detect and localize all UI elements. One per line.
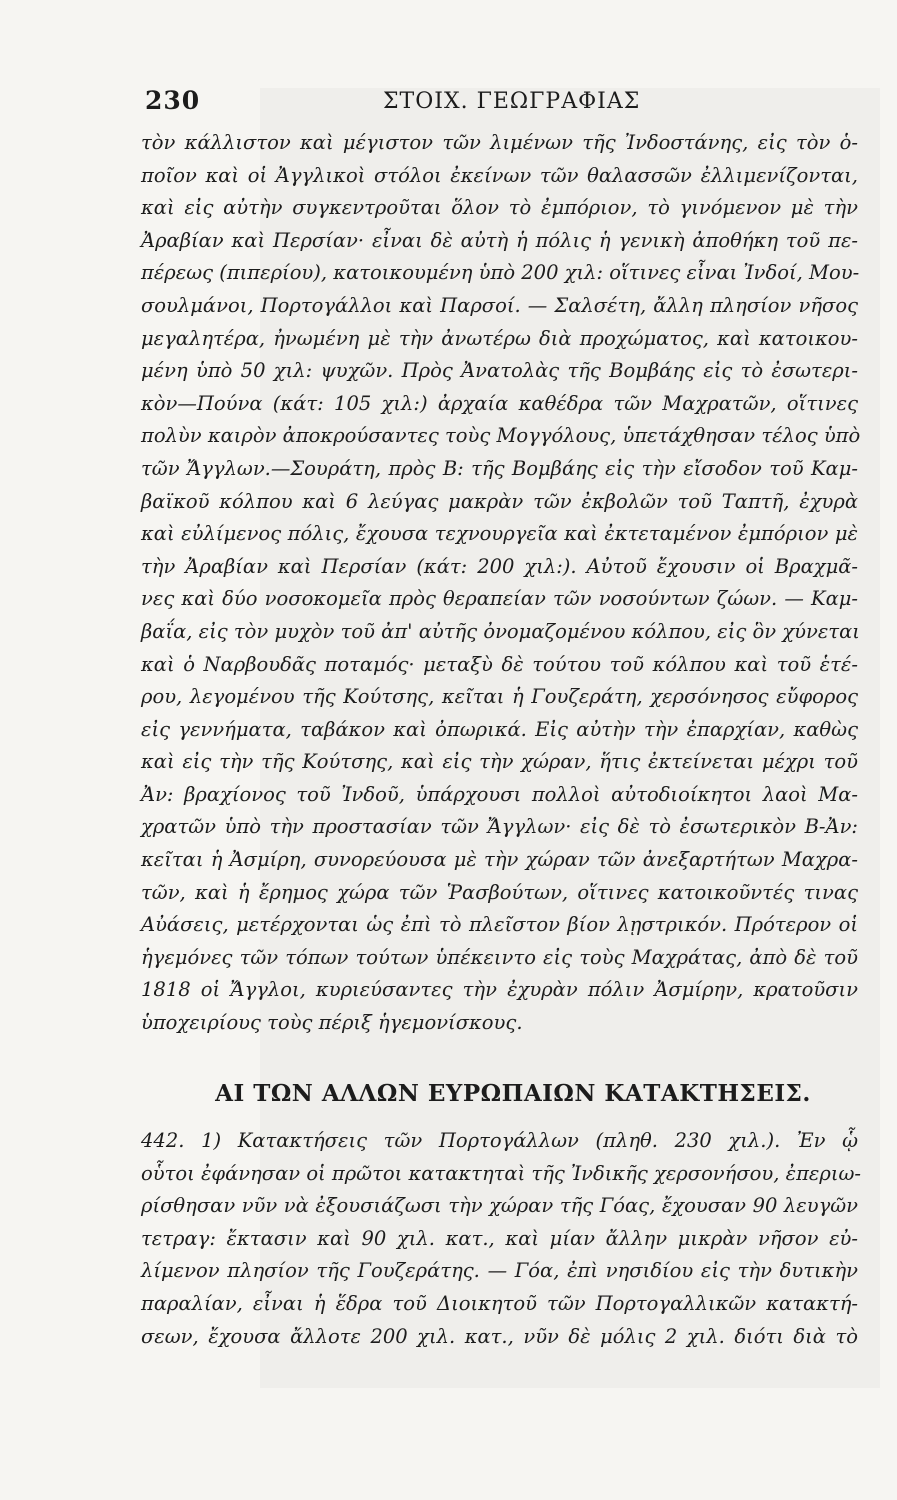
text-line: κὸν—Πούνα (κάτ: 105 χιλ:) ἀρχαία καθέδρα τῶν Μαχρατῶν, οἵτινες [141,391,858,415]
text-line: τετραγ: ἔκτασιν καὶ 90 χιλ. κατ., καὶ μίαν ἄλλην μικρὰν νῆσον εὐ- [141,1226,858,1250]
text-line: μένη ὑπὸ 50 χιλ: ψυχῶν. Πρὸς Ἀνατολὰς τῆς Βομβάης εἰς τὸ ἐσωτερι- [141,359,858,383]
text-line: τῶν Ἄγγλων.—Σουράτη, πρὸς Β: τῆς Βομβάης εἰς τὴν εἴσοδον τοῦ Καμ- [141,456,858,480]
text-line: τὸν κάλλιστον καὶ μέγιστον τῶν λιμένων τῆς Ἰνδοστάνης, εἰς τὸν ὁ- [141,131,858,154]
text-line: τὴν Ἀραβίαν καὶ Περσίαν (κάτ: 200 χιλ:). Αὐτοῦ ἔχουσιν οἱ Βραχμᾶ- [141,554,858,578]
section-paragraph [141,1125,861,1353]
text-line: οὗτοι ἐφάνησαν οἱ πρῶτοι κατακτηταὶ τῆς Ἰνδικῆς χερσονήσου, ἐπεριω- [141,1161,861,1185]
text-line: κεῖται ἡ Ἀσμίρη, συνορεύουσα μὲ τὴν χώραν τῶν ἀνεξαρτήτων Μαχρα- [141,848,858,872]
text-line: ποῖον καὶ οἱ Ἀγγλικοὶ στόλοι ἐκείνων τῶν θαλασσῶν ἐλλιμενίζονται, [141,163,858,187]
text-line: λίμενον πλησίον τῆς Γουζεράτης. — Γόα, ἐπὶ νησιδίου εἰς τὴν δυτικὴν [141,1259,858,1283]
text-line: Αὐάσεις, μετέρχονται ὡς ἐπὶ τὸ πλεῖστον βίον λῃστρικόν. Πρότερον οἱ [141,913,858,937]
text-line: εἰς γεννήματα, ταβάκον καὶ ὀπωρικά. Εἰς αὐτὴν τὴν ἐπαρχίαν, καθὼς [141,717,858,741]
text-line: καὶ εἰς αὐτὴν συγκεντροῦται ὅλον τὸ ἐμπόριον, τὸ γινόμενον μὲ τὴν [141,196,858,220]
text-line: Ἀν: βραχίονος τοῦ Ἰνδοῦ, ὑπάρχουσι πολλοὶ αὐτοδιοίκητοι λαοὶ Μα- [141,782,858,806]
text-line: καὶ εὐλίμενος πόλις, ἔχουσα τεχνουργεῖα καὶ ἐκτεταμένον ἐμπόριον μὲ [141,522,858,546]
running-title: ΣΤΟΙΧ. ΓΕΩΓΡΑΦΙΑΣ [383,89,641,114]
page-header [145,86,845,120]
text-line: 442. 1) Κατακτήσεις τῶν Πορτογάλλων (πληθ. 230 χιλ.). Ἐν ᾧ [141,1129,858,1152]
text-line: σεων, ἔχουσα ἄλλοτε 200 χιλ. κατ., νῦν δὲ μόλις 2 χιλ. διότι διὰ τὸ [141,1324,858,1348]
text-line: παραλίαν, εἶναι ἡ ἕδρα τοῦ Διοικητοῦ τῶν Πορτογαλλικῶν κατακτή- [141,1291,858,1315]
text-line: βαϊκοῦ κόλπου καὶ 6 λεύγας μακρὰν τῶν ἐκβολῶν τοῦ Ταπτῆ, ἐχυρὰ [141,489,858,513]
text-line: ρίσθησαν νῦν νὰ ἐξουσιάζωσι τὴν χώραν τῆς Γόας, ἔχουσαν 90 λευγῶν [141,1194,858,1218]
text-line: πέρεως (πιπερίου), κατοικουμένη ὑπὸ 200 χιλ: οἵτινες εἶναι Ἰνδοί, Μου- [141,261,860,285]
text-line: ὑποχειρίους τοὺς πέριξ ἡγεμονίσκους. [141,1011,523,1035]
text-line: καὶ εἰς τὴν τῆς Κούτσης, καὶ εἰς τὴν χώραν, ἥτις ἐκτείνεται μέχρι τοῦ [141,750,858,774]
text-line: 1818 οἱ Ἄγγλοι, κυριεύσαντες τὴν ἐχυρὰν πόλιν Ἀσμίρην, κρατοῦσιν [141,978,858,1002]
page-number: 230 [145,86,201,115]
text-line: νες καὶ δύο νοσοκομεῖα πρὸς θεραπείαν τῶν νοσούντων ζώων. — Καμ- [141,587,858,611]
text-line: χρατῶν ὑπὸ τὴν προστασίαν τῶν Ἄγγλων· εἰς δὲ τὸ ἐσωτερικὸν Β-Ἀν: [141,815,858,839]
text-line: ρου, λεγομένου τῆς Κούτσης, κεῖται ἡ Γουζεράτη, χερσόνησος εὔφορος [141,685,858,709]
text-line: τῶν, καὶ ἡ ἔρημος χώρα τῶν Ῥασβούτων, οἵτινες κατοικοῦντές τινας [141,880,858,904]
text-line: ἡγεμόνες τῶν τόπων τούτων ὑπέκειντο εἰς τοὺς Μαχράτας, ἀπὸ δὲ τοῦ [141,945,858,969]
text-line: πολὺν καιρὸν ἀποκρούσαντες τοὺς Μογγόλους, ὑπετάχθησαν τέλος ὑπὸ [141,424,861,448]
text-line: καὶ ὁ Ναρβουδᾶς ποταμός· μεταξὺ δὲ τούτου τοῦ κόλπου καὶ τοῦ ἑτέ- [141,652,858,676]
text-line: Ἀραβίαν καὶ Περσίαν· εἶναι δὲ αὐτὴ ἡ πόλις ἡ γενικὴ ἀποθήκη τοῦ πε- [141,228,858,252]
section-heading: ΑΙ ΤΩΝ ΑΛΛΩΝ ΕΥΡΩΠΑΙΩΝ ΚΑΤΑΚΤΗΣΕΙΣ. [215,1080,811,1107]
body-paragraph [141,127,861,1040]
text-line: βαΐα, εἰς τὸν μυχὸν τοῦ ἀπ' αὐτῆς ὀνομαζομένου κόλπου, εἰς ὃν χύνεται [141,619,860,643]
text-line: σουλμάνοι, Πορτογάλλοι καὶ Παρσοί. — Σαλσέτη, ἄλλη πλησίον νῆσος [141,293,858,317]
text-line: μεγαλητέρα, ἠνωμένη μὲ τὴν ἀνωτέρω διὰ προχώματος, καὶ κατοικου- [141,326,858,350]
